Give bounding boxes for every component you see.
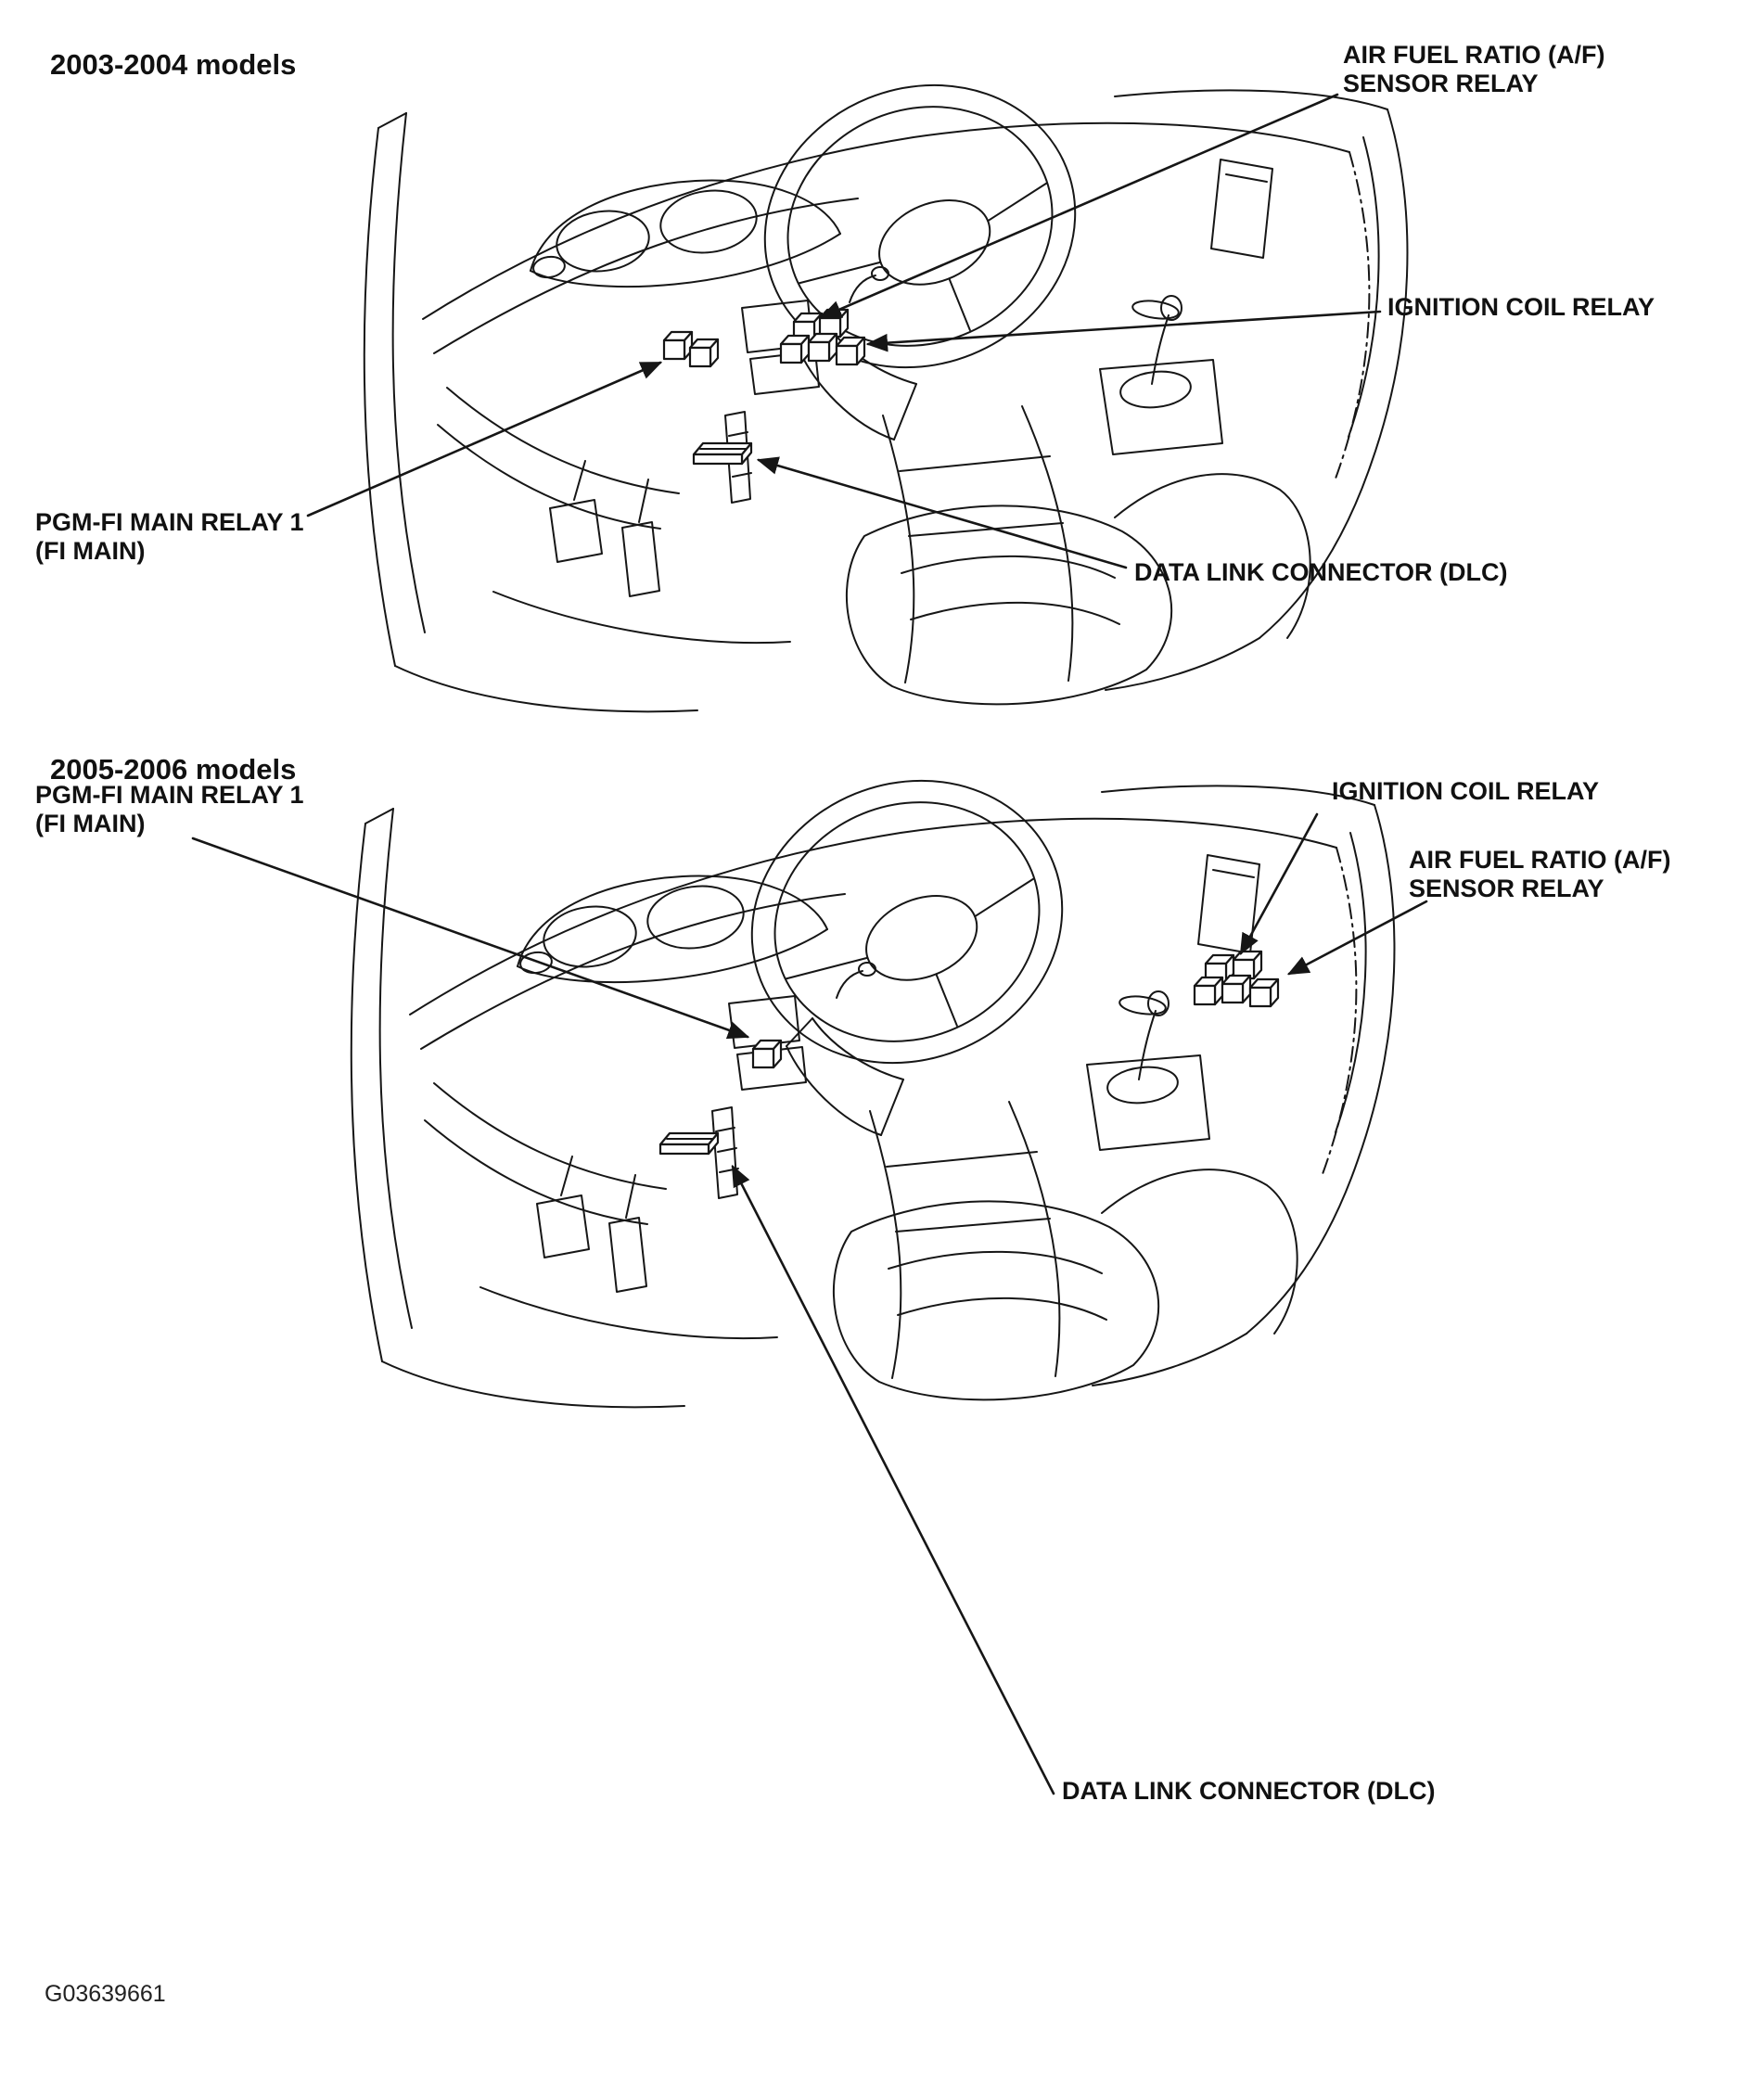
pgm-fi-relay-top xyxy=(664,332,718,366)
arrow-ignition-coil-relay-bottom xyxy=(1241,814,1317,953)
arrow-pgm-fi-relay-bottom xyxy=(193,838,748,1037)
label-dlc-top xyxy=(1134,558,1507,587)
pgm-fi-relay-bottom xyxy=(753,1041,781,1067)
arrow-pgm-fi-relay-top xyxy=(308,363,660,516)
label-pgm-fi-relay-top xyxy=(35,508,304,566)
label-line: PGM-FI MAIN RELAY 1 xyxy=(35,781,304,809)
section-heading-2005-2006: 2005-2006 models xyxy=(50,753,297,786)
dlc-connector-top xyxy=(694,443,751,464)
label-line: IGNITION COIL RELAY xyxy=(1387,293,1655,321)
arrow-ignition-coil-relay-top xyxy=(868,312,1380,344)
label-line: DATA LINK CONNECTOR (DLC) xyxy=(1134,558,1508,586)
arrow-dlc-bottom xyxy=(733,1167,1054,1794)
label-ignition-coil-relay-top xyxy=(1387,293,1655,322)
label-line: AIR FUEL RATIO (A/F) xyxy=(1343,41,1605,69)
label-line: SENSOR RELAY xyxy=(1343,70,1539,98)
dlc-connector-bottom xyxy=(660,1133,718,1154)
label-af-sensor-relay-top xyxy=(1343,41,1604,98)
car-drawing-bottom xyxy=(352,734,1395,1407)
label-line: IGNITION COIL RELAY xyxy=(1332,777,1600,805)
figure-code: G03639661 xyxy=(45,1981,166,2007)
relay-cluster-ignition-af-bottom xyxy=(1195,952,1278,1006)
section-heading-2003-2004: 2003-2004 models xyxy=(50,48,297,81)
arrow-af-sensor-relay-top xyxy=(822,95,1337,317)
label-line: SENSOR RELAY xyxy=(1409,875,1604,903)
label-line: PGM-FI MAIN RELAY 1 xyxy=(35,508,304,536)
car-drawing-top xyxy=(364,39,1408,711)
label-ignition-coil-relay-bottom xyxy=(1332,777,1599,806)
label-dlc-bottom xyxy=(1062,1777,1435,1806)
label-line: DATA LINK CONNECTOR (DLC) xyxy=(1062,1777,1436,1805)
label-line: (FI MAIN) xyxy=(35,537,146,566)
label-line: AIR FUEL RATIO (A/F) xyxy=(1409,846,1671,874)
label-af-sensor-relay-bottom xyxy=(1409,846,1670,903)
arrow-af-sensor-relay-bottom xyxy=(1289,901,1426,974)
label-line: (FI MAIN) xyxy=(35,810,146,838)
label-pgm-fi-relay-bottom xyxy=(35,781,304,838)
